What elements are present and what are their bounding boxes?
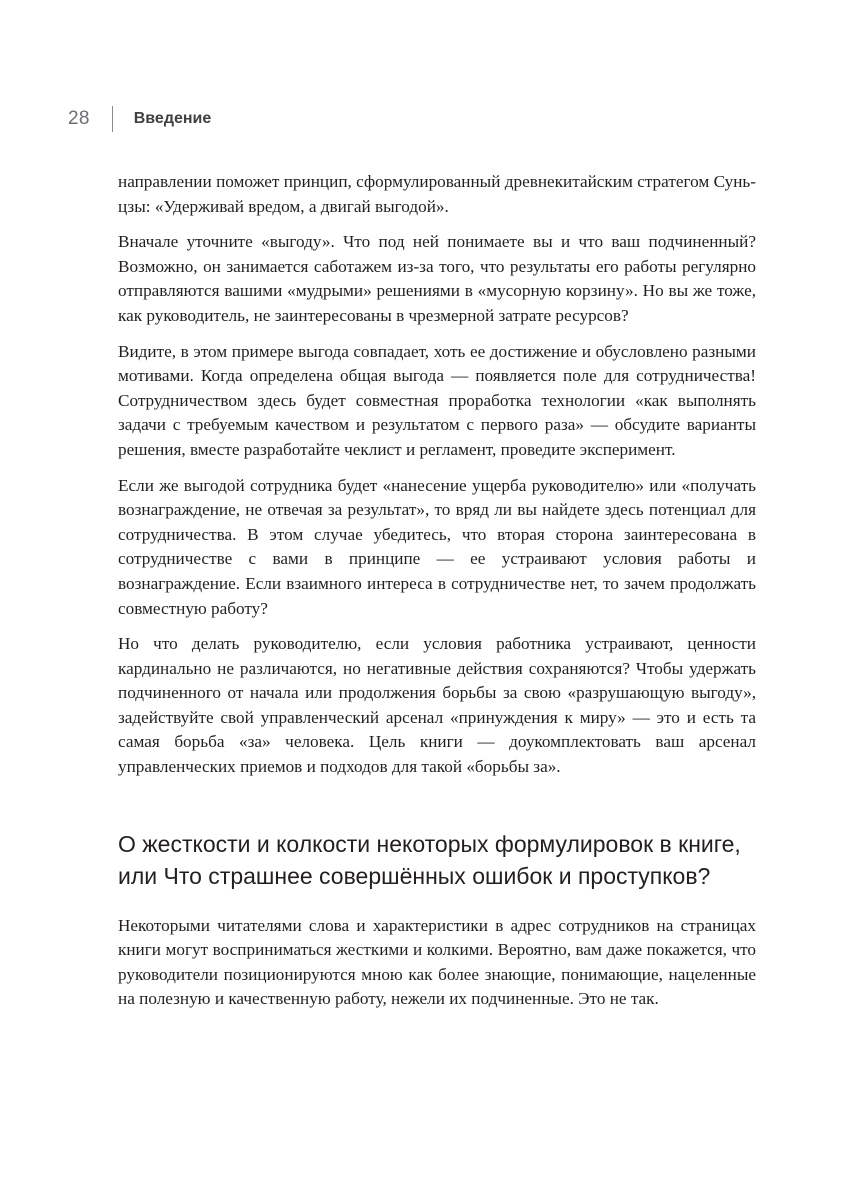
page-content bbox=[118, 170, 756, 1012]
paragraph: Вначале уточните «выгоду». Что под ней понимаете вы и что ваш подчиненный? Возможно, он занимается саботажем из-за того, что результаты его работы регулярно отправляются вашими «мудрыми» решениями в «мусорную корзину». Но вы же тоже, как руководитель, не заинтересованы в чрезмерной затрате ресурсов? bbox=[118, 232, 756, 325]
section-subheading bbox=[118, 828, 756, 892]
section-title: Введение bbox=[133, 110, 212, 127]
paragraph: Некоторыми читателями слова и характеристики в адрес сотрудников на страницах книги могут восприниматься жесткими и колкими. Вероятно, вам даже покажется, что руководители позиционируются мною как более знающие, понимающие, нацеленные на полезную и качественную работу, нежели их подчиненные. Это не так. bbox=[118, 915, 756, 1009]
subheading-line: О жесткости и колкости некоторых формулировок в книге, bbox=[118, 830, 741, 857]
paragraph: направлении поможет принцип, сформулированный древнекитайским стратегом Сунь-цзы: «Удерживай вредом, а двигай выгодой». bbox=[118, 172, 756, 216]
header-divider bbox=[112, 106, 113, 132]
paragraph: Если же выгодой сотрудника будет «нанесение ущерба руководителю» или «получать вознаграждение, не отвечая за результат», то вряд ли вы найдете здесь потенциал для сотрудничества. В этом случае убедитесь, что вторая сторона заинтересована в сотрудничестве с вами в принципе — ее устраивают условия работы и вознаграждение. Если взаимного интереса в сотрудничестве нет, то зачем продолжать совместную работу? bbox=[118, 475, 756, 618]
paragraph: Но что делать руководителю, если условия работника устраивают, ценности кардинально не различаются, но негативные действия сохраняются? Чтобы удержать подчиненного от начала или продолжения борьбы за свою «разрушающую выгоду», задействуйте свой управленческий арсенал «принуждения к миру» — это и есть та самая борьба «за» человека. Цель книги — доукомплектовать ваш арсенал управленческих приемов и подходов для такой «борьбы за». bbox=[118, 634, 756, 777]
paragraph: Видите, в этом примере выгода совпадает, хоть ее достижение и обусловлено разными мотивами. Когда определена общая выгода — появляется поле для сотрудничества! Сотрудничеством здесь будет совместная проработка технологии «как выполнять задачи с требуемым качеством и результатом с первого раза» — обсудите варианты решения, вместе разработайте чеклист и регламент, проведите эксперимент. bbox=[118, 341, 756, 459]
page-number: 28 bbox=[68, 108, 90, 129]
running-head bbox=[68, 104, 211, 134]
subheading-line: или Что страшнее совершённых ошибок и проступков? bbox=[118, 862, 711, 889]
